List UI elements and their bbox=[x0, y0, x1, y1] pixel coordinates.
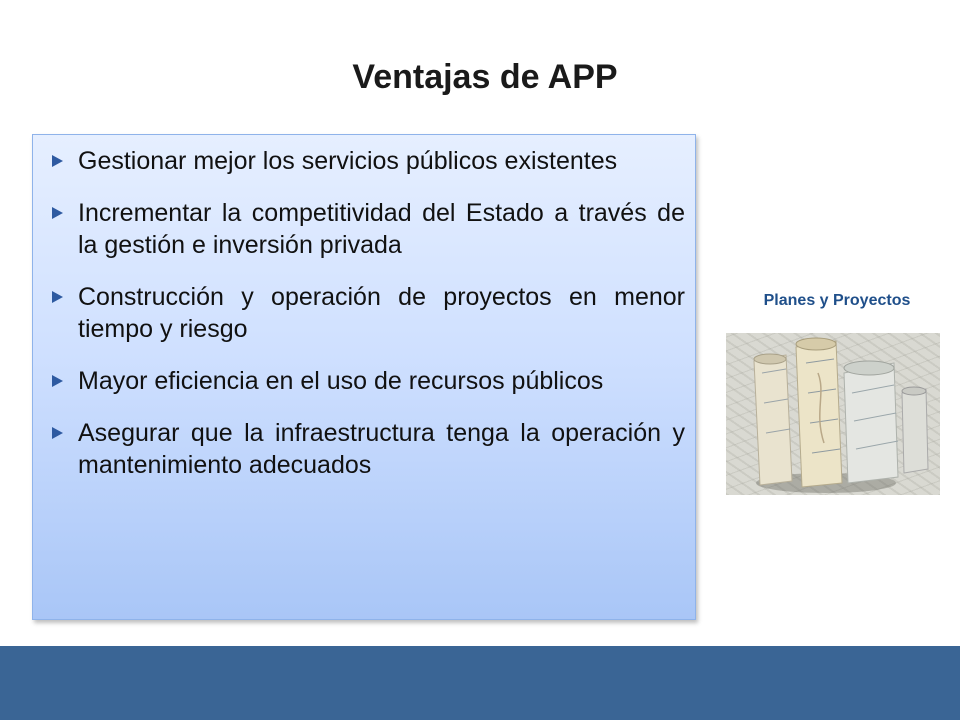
bullet-text: Incrementar la competitividad del Estado a través de la gestión e inversión privada bbox=[78, 199, 685, 259]
slide-title: Ventajas de APP bbox=[352, 58, 618, 96]
triangle-bullet-icon bbox=[52, 427, 63, 439]
blueprints-illustration bbox=[726, 333, 940, 495]
advantages-box bbox=[32, 134, 696, 620]
list-item bbox=[47, 281, 685, 345]
triangle-bullet-icon bbox=[52, 207, 63, 219]
bullet-text: Mayor eficiencia en el uso de recursos públicos bbox=[78, 367, 604, 395]
bullet-text: Asegurar que la infraestructura tenga la operación y mantenimiento adecuados bbox=[78, 419, 685, 479]
list-item bbox=[47, 365, 685, 397]
list-item bbox=[47, 417, 685, 481]
image-caption: Planes y Proyectos bbox=[763, 292, 911, 309]
footer-band bbox=[0, 646, 960, 720]
blueprints-image bbox=[726, 333, 940, 495]
bullet-text: Construcción y operación de proyectos en menor tiempo y riesgo bbox=[78, 283, 685, 343]
triangle-bullet-icon bbox=[52, 155, 63, 167]
list-item bbox=[47, 145, 685, 177]
triangle-bullet-icon bbox=[52, 291, 63, 303]
bullet-text: Gestionar mejor los servicios públicos existentes bbox=[78, 147, 618, 175]
advantages-list bbox=[47, 145, 685, 481]
list-item bbox=[47, 197, 685, 261]
triangle-bullet-icon bbox=[52, 375, 63, 387]
